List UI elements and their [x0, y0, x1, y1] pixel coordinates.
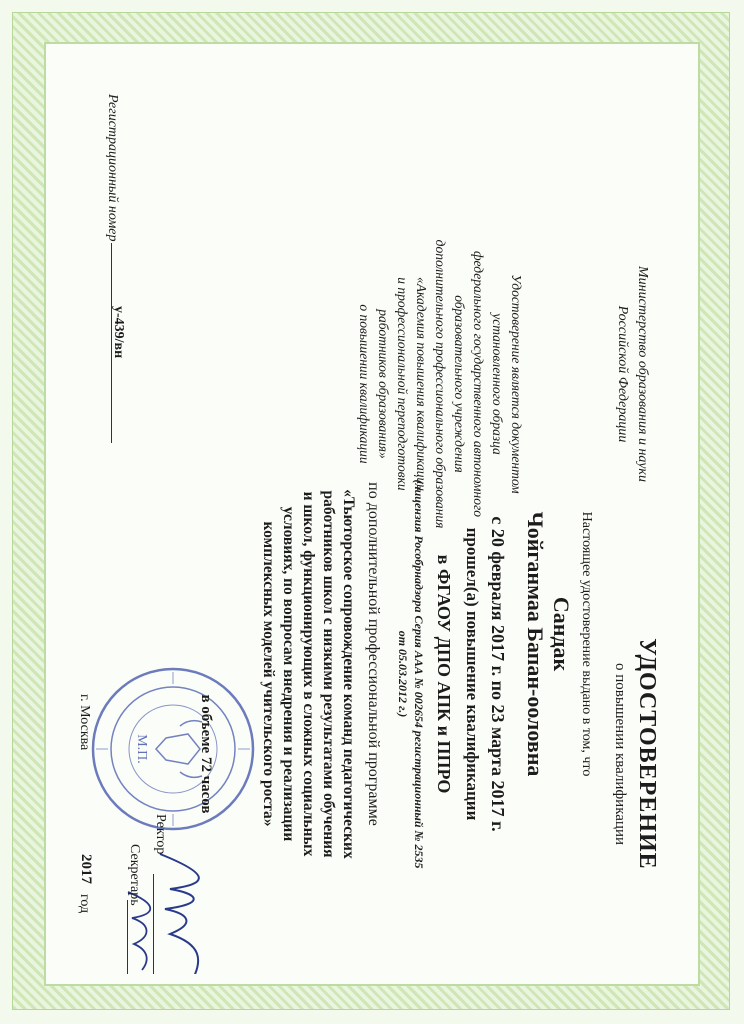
study-dates: с 20 февраля 2017 г. по 23 марта 2017 г. [488, 516, 508, 832]
document-status-notice: Удостоверение является документом установленного образца федерального государственного автономного образовательного учреждения дополнительного профессионального образования «Академия повышения квалификации и профессиональной переподготовки работников образования» о повышении квалификации [357, 239, 524, 529]
completion-statement: прошел(а) повышение квалификации [463, 527, 482, 821]
certificate-sheet [56, 54, 688, 974]
issued-text: Настоящее удостоверение выдано в том, что [579, 511, 594, 777]
year-label: год [77, 894, 92, 914]
organization-name: в ФГАОУ ДПО АПК и ППРО [434, 554, 454, 794]
holder-surname: Сандак [549, 596, 574, 672]
rector-signature-line [153, 874, 154, 974]
certificate-content [56, 54, 688, 974]
secretary-label: Секретарь [127, 844, 142, 906]
ministry-heading: Министерство образования и науки Российской Федерации [615, 266, 650, 482]
registration-number: у-439/вн [111, 306, 126, 359]
license-line-1: (лицензия Рособрнадзора Серия ААА № 002654 регистрационный № 2535 [412, 479, 426, 869]
license-line-2: от 05.03.2012 г.) [396, 630, 410, 718]
certificate-subtitle: о повышении квалификации [612, 663, 628, 845]
rector-label: Ректор [153, 814, 168, 855]
hours-volume: в объеме 72 часов [198, 694, 214, 814]
issue-city: г. Москва [77, 694, 92, 751]
official-stamp-icon [88, 664, 258, 834]
program-title: «Тьюторское сопровождение команд педагогических работников школ с низкими результатами обучения и школ, функционирующих в сложных социальных условиях, по вопросам внедрения и реализации комплексных моделей учительского роста» [260, 489, 357, 859]
holder-given-name: Чойганмаа Бапан-ооловна [523, 511, 548, 777]
registration-number-row [104, 94, 126, 514]
stamp-label: М.П. [134, 734, 149, 764]
registration-label: Регистрационный номер [105, 94, 120, 242]
program-intro: по дополнительной профессиональной программе [365, 482, 382, 826]
secretary-signature-line [127, 900, 128, 974]
certificate-title: УДОСТОВЕРЕНИЕ [634, 638, 660, 870]
issue-year: 2017 [78, 854, 94, 884]
